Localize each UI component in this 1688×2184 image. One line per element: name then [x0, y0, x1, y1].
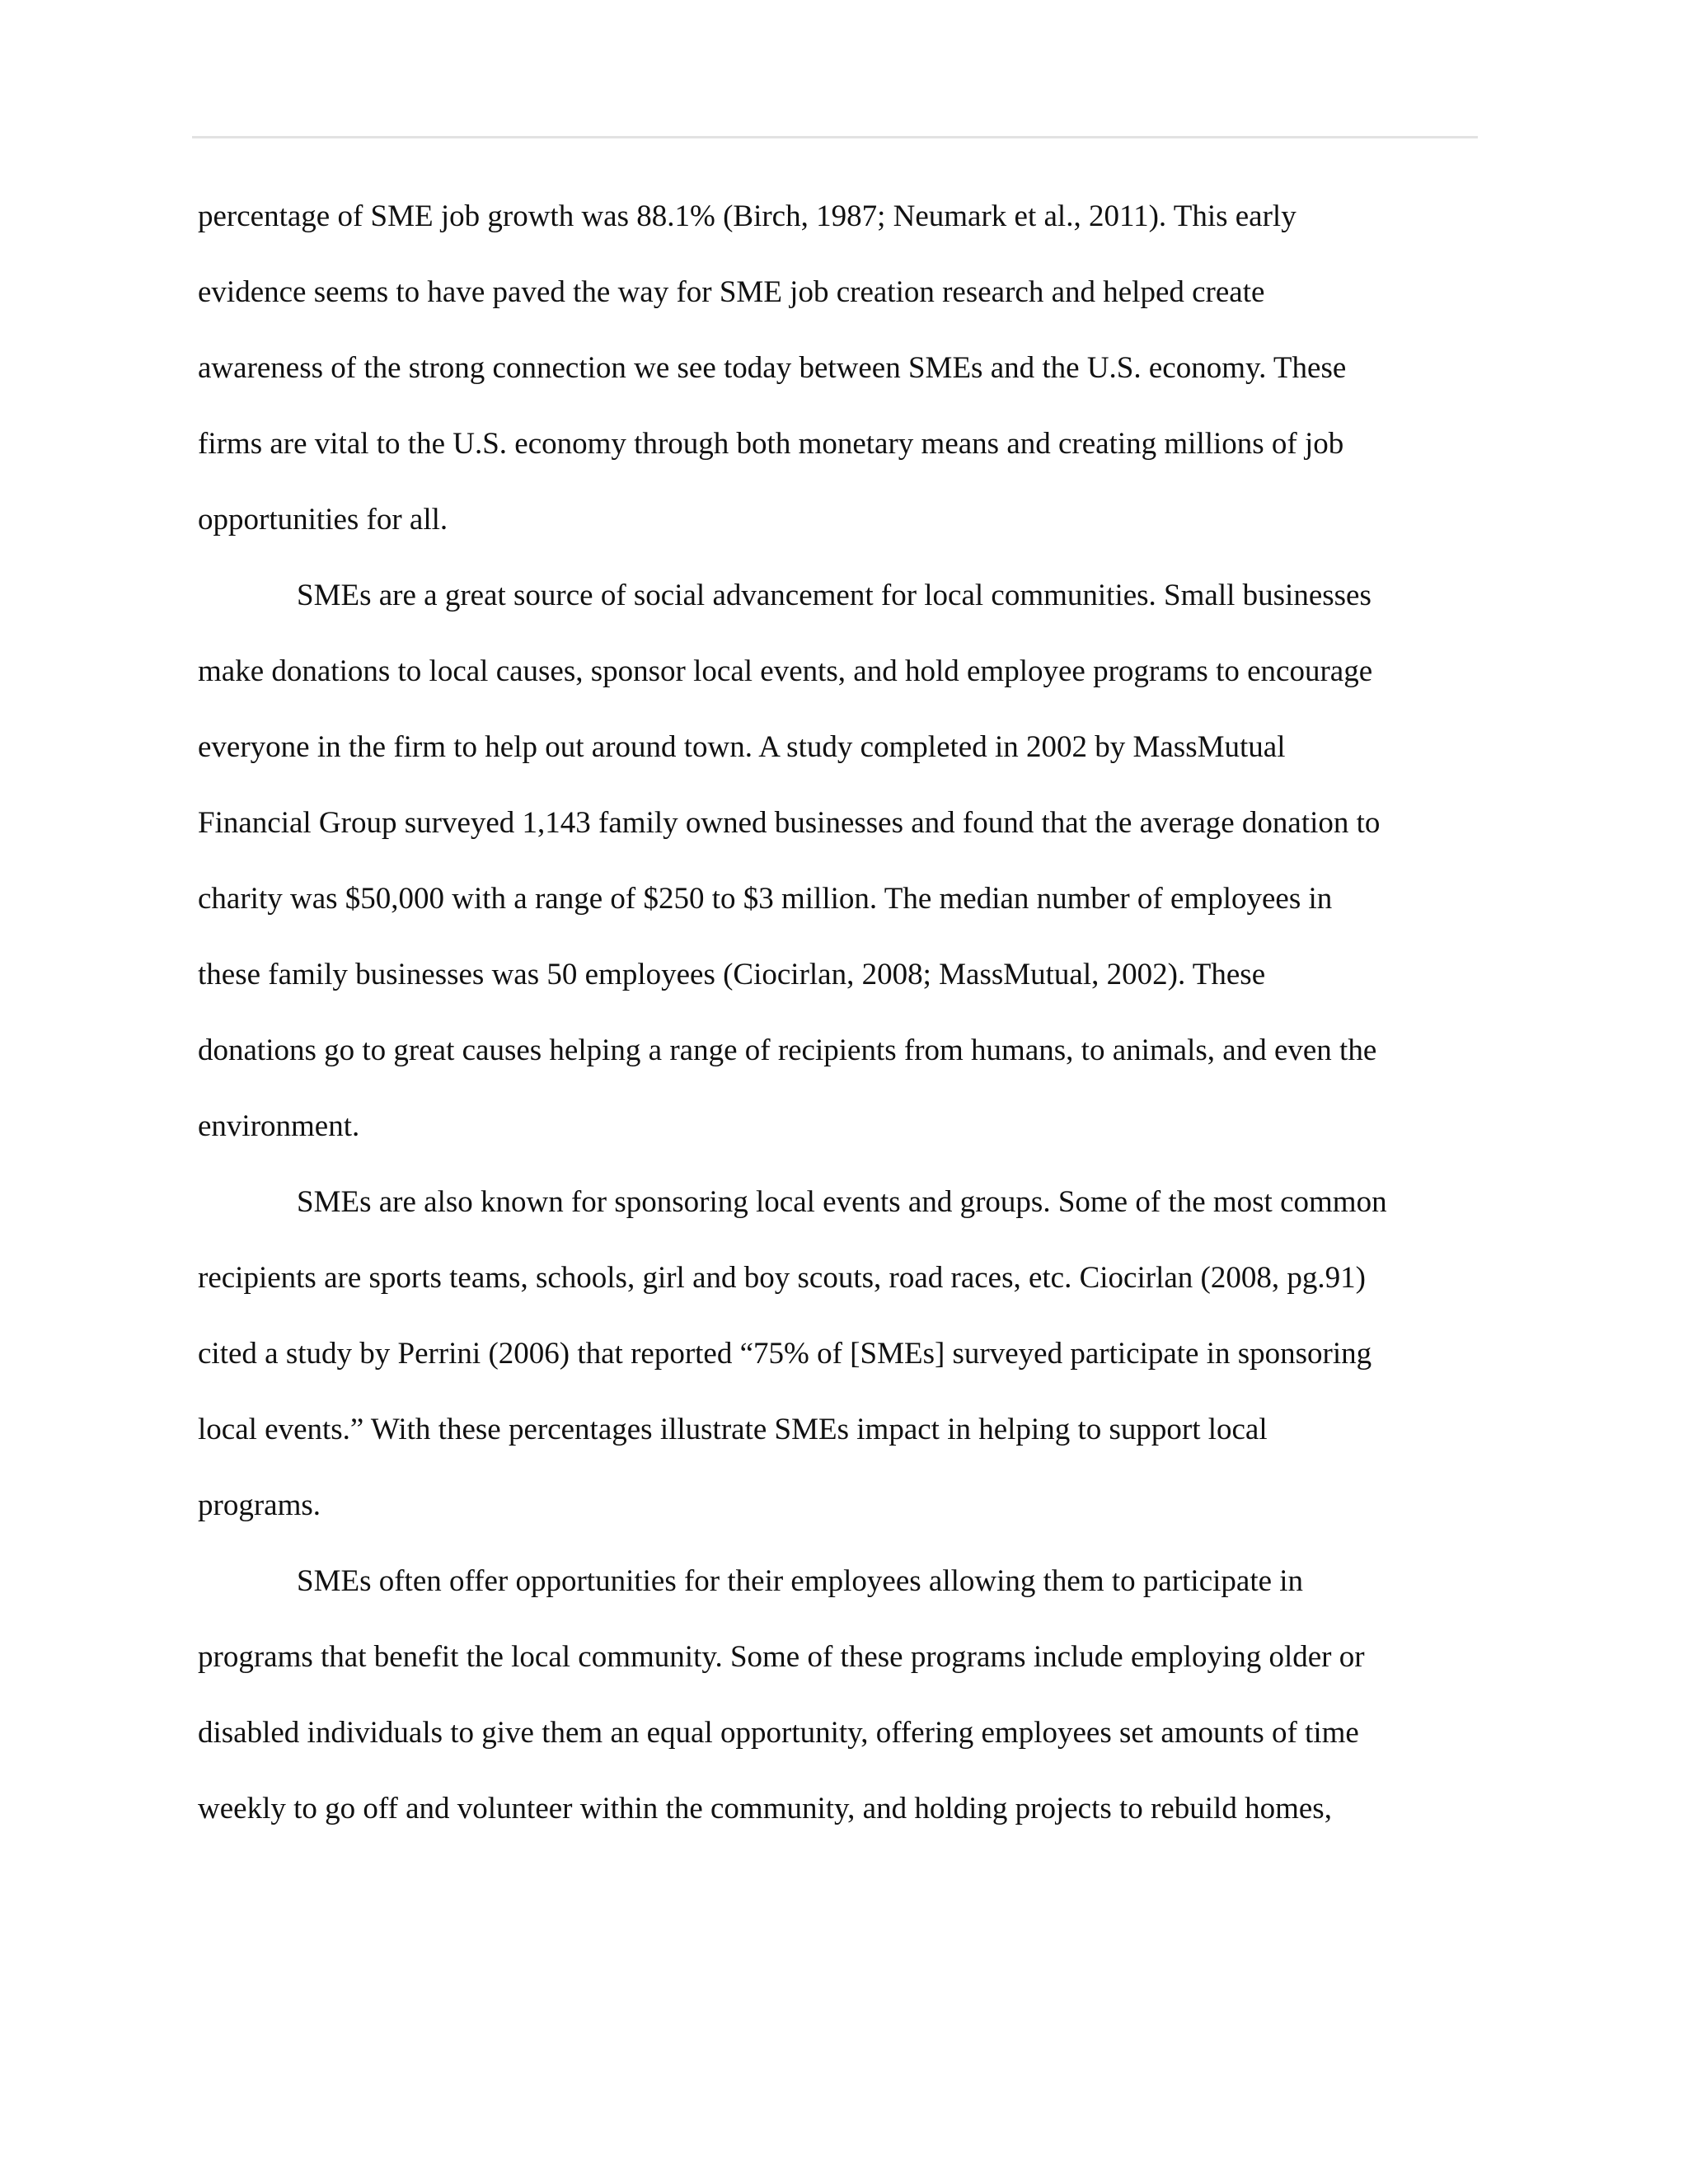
text-line: donations go to great causes helping a range of recipients from humans, to animals, and even the: [198, 1033, 1377, 1067]
text-line: disabled individuals to give them an equal opportunity, offering employees set amounts of time: [198, 1716, 1359, 1750]
text-line: weekly to go off and volunteer within the community, and holding projects to rebuild homes,: [198, 1792, 1332, 1825]
text-line: these family businesses was 50 employees (Ciocirlan, 2008; MassMutual, 2002). These: [198, 958, 1266, 991]
text-line: programs.: [198, 1488, 321, 1522]
text-line: SMEs often offer opportunities for their employees allowing them to participate in: [297, 1564, 1304, 1598]
text-line: charity was $50,000 with a range of $250 to $3 million. The median number of employees in: [198, 882, 1333, 916]
body-text: [198, 192, 1484, 1860]
text-line: awareness of the strong connection we see today between SMEs and the U.S. economy. These: [198, 351, 1347, 385]
text-line: opportunities for all.: [198, 503, 448, 537]
header-divider: [192, 136, 1478, 138]
text-line: local events.” With these percentages illustrate SMEs impact in helping to support local: [198, 1413, 1268, 1446]
text-line: percentage of SME job growth was 88.1% (Birch, 1987; Neumark et al., 2011). This early: [198, 199, 1296, 233]
text-line: firms are vital to the U.S. economy through both monetary means and creating millions of job: [198, 427, 1344, 461]
text-line: make donations to local causes, sponsor local events, and hold employee programs to encourage: [198, 654, 1373, 688]
text-line: Financial Group surveyed 1,143 family owned businesses and found that the average donation to: [198, 806, 1381, 840]
text-line: SMEs are a great source of social advancement for local communities. Small businesses: [297, 579, 1372, 612]
text-line: cited a study by Perrini (2006) that reported “75% of [SMEs] surveyed participate in sponsoring: [198, 1337, 1372, 1371]
text-line: programs that benefit the local community. Some of these programs include employing older or: [198, 1640, 1365, 1674]
text-line: SMEs are also known for sponsoring local events and groups. Some of the most common: [297, 1185, 1387, 1219]
text-line: recipients are sports teams, schools, girl and boy scouts, road races, etc. Ciocirlan (2008, pg.91): [198, 1261, 1366, 1295]
text-line: everyone in the firm to help out around town. A study completed in 2002 by MassMutual: [198, 730, 1286, 764]
text-line: evidence seems to have paved the way for SME job creation research and helped create: [198, 275, 1265, 309]
text-line: environment.: [198, 1109, 360, 1143]
